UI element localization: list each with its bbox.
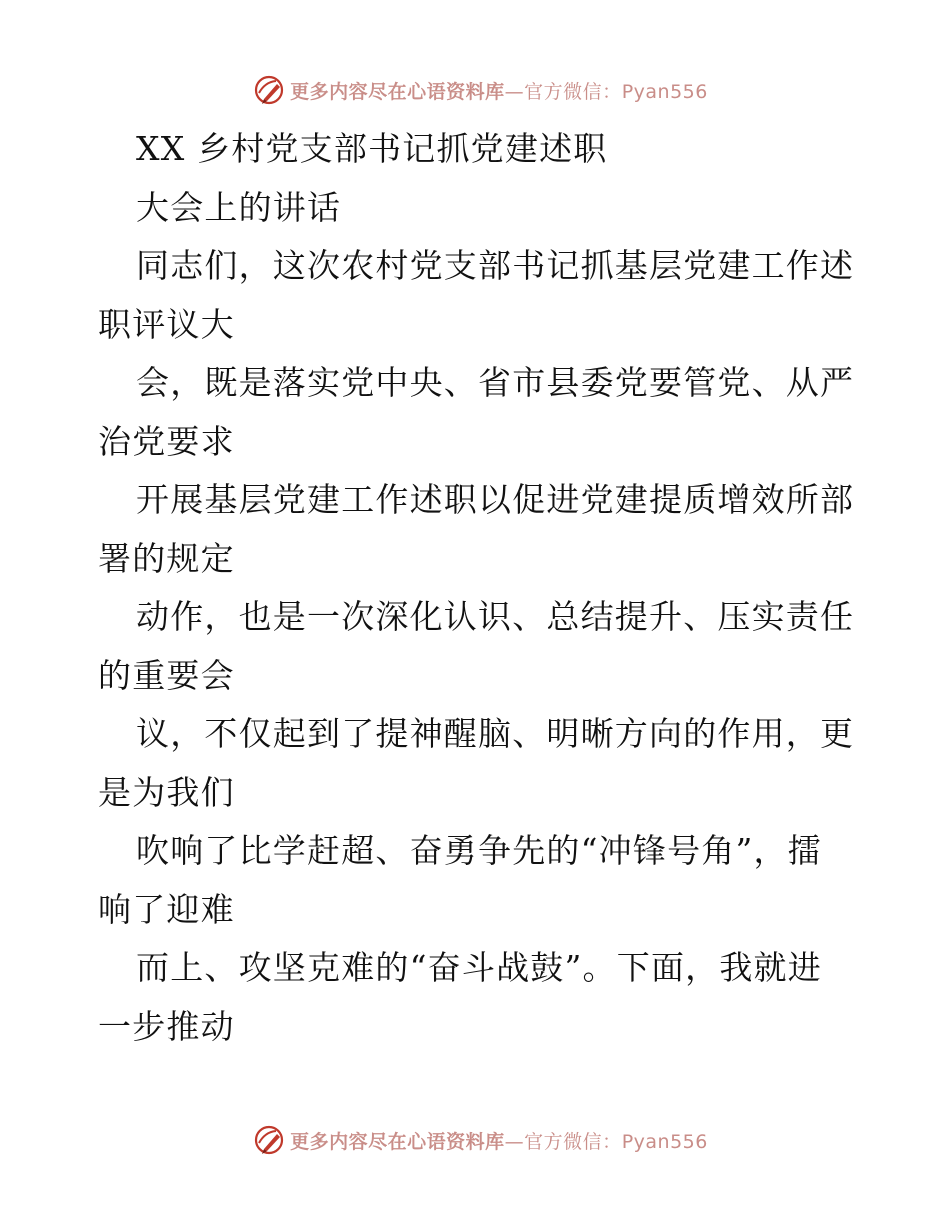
- paragraph-line: 开展基层党建工作述职以促进党建提质增效所部: [136, 480, 855, 519]
- document-body: [98, 120, 858, 1056]
- header-banner-dash: —: [504, 80, 525, 103]
- header-banner-title: 更多内容尽在心语资料库: [290, 80, 505, 103]
- paragraph-line: 动作，也是一次深化认识、总结提升、压实责任: [136, 597, 855, 636]
- paragraph-line: 而上、攻坚克难的“奋斗战鼓”。下面，我就进: [136, 948, 822, 987]
- pen-logo-icon: [252, 73, 286, 107]
- paragraph-line: 议，不仅起到了提神醒脑、明晰方向的作用，更: [136, 714, 855, 753]
- footer-banner-title: 更多内容尽在心语资料库: [290, 1130, 505, 1153]
- paragraph-line: 职评议大: [98, 304, 235, 344]
- footer-banner-content: [252, 1123, 708, 1157]
- header-banner-text: [290, 77, 708, 104]
- paragraph-line: 响了迎难: [98, 889, 235, 929]
- paragraph-line: 会，既是落实党中央、省市县委党要管党、从严: [136, 363, 855, 402]
- footer-banner-wechat-id: Pyan556: [621, 1130, 708, 1153]
- pen-logo-icon: [252, 1123, 286, 1157]
- header-banner-wechat-label: 官方微信：: [524, 80, 622, 103]
- paragraph-line: 署的规定: [98, 538, 235, 578]
- footer-banner-dash: —: [504, 1130, 525, 1153]
- footer-banner: [0, 1120, 950, 1160]
- paragraph-line: 的重要会: [98, 655, 235, 695]
- paragraph-line: 一步推动: [98, 1006, 235, 1046]
- title-line-1: XX 乡村党支部书记抓党建述职: [136, 129, 608, 168]
- title-line-2: 大会上的讲话: [136, 187, 342, 227]
- footer-banner-text: [290, 1127, 708, 1154]
- header-banner-content: [252, 73, 708, 107]
- header-banner: [0, 70, 950, 110]
- paragraph-line: 同志们，这次农村党支部书记抓基层党建工作述: [136, 246, 855, 285]
- header-banner-wechat-id: Pyan556: [621, 80, 708, 103]
- paragraph-line: 是为我们: [98, 772, 235, 812]
- paragraph-line: 治党要求: [98, 421, 235, 461]
- footer-banner-wechat-label: 官方微信：: [524, 1130, 622, 1153]
- paragraph-line: 吹响了比学赶超、奋勇争先的“冲锋号角”，擂: [136, 831, 822, 870]
